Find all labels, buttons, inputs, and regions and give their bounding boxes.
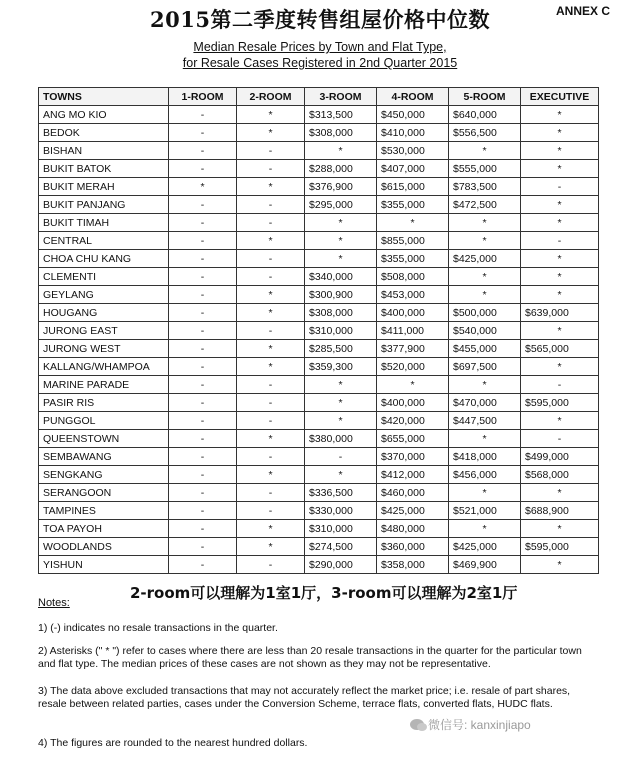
table-row xyxy=(39,430,599,448)
price-cell: * xyxy=(521,142,599,160)
price-cell: $425,000 xyxy=(377,502,449,520)
town-name-cell: CLEMENTI xyxy=(39,268,169,286)
price-cell: * xyxy=(449,268,521,286)
town-name-cell: GEYLANG xyxy=(39,286,169,304)
price-cell: * xyxy=(521,520,599,538)
price-cell: * xyxy=(521,250,599,268)
price-cell: * xyxy=(521,214,599,232)
price-cell: $556,500 xyxy=(449,124,521,142)
price-cell: - xyxy=(521,178,599,196)
town-name-cell: KALLANG/WHAMPOA xyxy=(39,358,169,376)
price-cell: - xyxy=(169,124,237,142)
price-cell: * xyxy=(237,430,305,448)
price-cell: $336,500 xyxy=(305,484,377,502)
town-name-cell: BISHAN xyxy=(39,142,169,160)
price-cell: $370,000 xyxy=(377,448,449,466)
price-cell: * xyxy=(521,268,599,286)
price-cell: * xyxy=(449,232,521,250)
price-cell: $310,000 xyxy=(305,322,377,340)
town-name-cell: HOUGANG xyxy=(39,304,169,322)
price-cell: * xyxy=(521,106,599,124)
town-name-cell: YISHUN xyxy=(39,556,169,574)
price-cell: - xyxy=(169,268,237,286)
price-cell: - xyxy=(169,304,237,322)
price-cell: * xyxy=(237,124,305,142)
price-cell: * xyxy=(305,214,377,232)
price-cell: * xyxy=(237,538,305,556)
table-row xyxy=(39,304,599,322)
price-cell: $308,000 xyxy=(305,304,377,322)
town-name-cell: SENGKANG xyxy=(39,466,169,484)
price-cell: - xyxy=(169,250,237,268)
price-cell: * xyxy=(521,286,599,304)
column-header: 2-ROOM xyxy=(237,88,305,106)
table-row xyxy=(39,178,599,196)
price-cell: $639,000 xyxy=(521,304,599,322)
price-cell: - xyxy=(169,394,237,412)
price-cell: * xyxy=(521,322,599,340)
table-row xyxy=(39,214,599,232)
table-row xyxy=(39,142,599,160)
price-cell: $400,000 xyxy=(377,394,449,412)
price-cell: $412,000 xyxy=(377,466,449,484)
price-cell: - xyxy=(169,466,237,484)
page-title: 2015第二季度转售组屋价格中位数 xyxy=(150,7,490,32)
price-cell: - xyxy=(169,358,237,376)
table-row xyxy=(39,232,599,250)
price-cell: $508,000 xyxy=(377,268,449,286)
price-cell: * xyxy=(237,286,305,304)
price-cell: - xyxy=(237,322,305,340)
price-cell: - xyxy=(169,520,237,538)
price-cell: - xyxy=(305,448,377,466)
table-row xyxy=(39,286,599,304)
price-cell: * xyxy=(449,484,521,502)
table-row xyxy=(39,340,599,358)
price-cell: $520,000 xyxy=(377,358,449,376)
price-cell: * xyxy=(237,106,305,124)
column-header: 3-ROOM xyxy=(305,88,377,106)
price-cell: $300,900 xyxy=(305,286,377,304)
price-cell: $420,000 xyxy=(377,412,449,430)
table-row xyxy=(39,160,599,178)
column-header: TOWNS xyxy=(39,88,169,106)
town-name-cell: BEDOK xyxy=(39,124,169,142)
table-row xyxy=(39,376,599,394)
town-name-cell: BUKIT TIMAH xyxy=(39,214,169,232)
town-name-cell: SEMBAWANG xyxy=(39,448,169,466)
price-cell: $400,000 xyxy=(377,304,449,322)
price-cell: $453,000 xyxy=(377,286,449,304)
table-row xyxy=(39,322,599,340)
table-row xyxy=(39,538,599,556)
price-cell: $640,000 xyxy=(449,106,521,124)
table-header-row xyxy=(39,88,599,106)
price-cell: $697,500 xyxy=(449,358,521,376)
table-row xyxy=(39,466,599,484)
price-cell: $410,000 xyxy=(377,124,449,142)
price-cell: $565,000 xyxy=(521,340,599,358)
price-cell: $470,000 xyxy=(449,394,521,412)
price-cell: $308,000 xyxy=(305,124,377,142)
price-cell: $407,000 xyxy=(377,160,449,178)
table-row xyxy=(39,358,599,376)
price-cell: - xyxy=(169,502,237,520)
price-cell: $568,000 xyxy=(521,466,599,484)
price-cell: $340,000 xyxy=(305,268,377,286)
price-cell: * xyxy=(305,376,377,394)
price-cell: $290,000 xyxy=(305,556,377,574)
price-cell: $688,900 xyxy=(521,502,599,520)
town-name-cell: SERANGOON xyxy=(39,484,169,502)
price-cell: $359,300 xyxy=(305,358,377,376)
table-body xyxy=(39,106,599,574)
price-cell: $425,000 xyxy=(449,538,521,556)
price-cell: $555,000 xyxy=(449,160,521,178)
price-cell: $469,900 xyxy=(449,556,521,574)
price-cell: $783,500 xyxy=(449,178,521,196)
price-cell: $450,000 xyxy=(377,106,449,124)
price-cell: - xyxy=(169,412,237,430)
price-cell: - xyxy=(237,250,305,268)
town-name-cell: JURONG EAST xyxy=(39,322,169,340)
table-row xyxy=(39,502,599,520)
price-cell: $313,500 xyxy=(305,106,377,124)
price-cell: $480,000 xyxy=(377,520,449,538)
price-cell: - xyxy=(169,376,237,394)
price-cell: * xyxy=(449,520,521,538)
town-name-cell: JURONG WEST xyxy=(39,340,169,358)
price-cell: - xyxy=(169,106,237,124)
price-cell: * xyxy=(521,358,599,376)
note-1: 1) (-) indicates no resale transactions in the quarter. xyxy=(38,622,278,634)
subtitle-line-2: for Resale Cases Registered in 2nd Quarter 2015 xyxy=(182,56,458,70)
table-row xyxy=(39,394,599,412)
price-cell: - xyxy=(169,322,237,340)
column-header: 5-ROOM xyxy=(449,88,521,106)
price-cell: - xyxy=(237,394,305,412)
table-row xyxy=(39,124,599,142)
price-cell: * xyxy=(449,214,521,232)
price-cell: - xyxy=(237,214,305,232)
town-name-cell: QUEENSTOWN xyxy=(39,430,169,448)
price-cell: - xyxy=(169,484,237,502)
price-cell: $456,000 xyxy=(449,466,521,484)
price-cell: $358,000 xyxy=(377,556,449,574)
price-cell: * xyxy=(237,178,305,196)
table-row xyxy=(39,250,599,268)
price-cell: $500,000 xyxy=(449,304,521,322)
price-cell: - xyxy=(237,502,305,520)
column-header: 4-ROOM xyxy=(377,88,449,106)
price-cell: $460,000 xyxy=(377,484,449,502)
price-cell: * xyxy=(449,142,521,160)
town-name-cell: CENTRAL xyxy=(39,232,169,250)
price-cell: * xyxy=(449,430,521,448)
price-cell: * xyxy=(521,484,599,502)
price-cell: $472,500 xyxy=(449,196,521,214)
note-4: 4) The figures are rounded to the nearest hundred dollars. xyxy=(38,737,308,749)
price-cell: - xyxy=(237,412,305,430)
price-cell: $530,000 xyxy=(377,142,449,160)
price-cell: * xyxy=(305,394,377,412)
town-name-cell: PUNGGOL xyxy=(39,412,169,430)
subtitle-line-1: Median Resale Prices by Town and Flat Type, xyxy=(193,40,447,54)
chinese-room-note: 2-room可以理解为1室1厅，3-room可以理解为2室1厅 xyxy=(130,584,518,602)
price-cell: * xyxy=(305,466,377,484)
price-cell: $855,000 xyxy=(377,232,449,250)
watermark xyxy=(410,716,531,733)
price-cell: $330,000 xyxy=(305,502,377,520)
price-cell: $295,000 xyxy=(305,196,377,214)
town-name-cell: CHOA CHU KANG xyxy=(39,250,169,268)
note-3: 3) The data above excluded transactions that may not accurately reflect the market price; i.e. resale of part shares, resale between related parties, cases under the Conversion Scheme, terrace flats, converted flats, HUDC flats. xyxy=(38,685,571,710)
price-cell: $411,000 xyxy=(377,322,449,340)
note-2: 2) Asterisks (" * ") refer to cases where there are less than 20 resale transactions in the quarter for the particular town and flat type. The median prices of these cases are not shown as they may not be representative. xyxy=(38,645,582,670)
price-cell: * xyxy=(305,232,377,250)
price-cell: * xyxy=(305,142,377,160)
resale-price-table xyxy=(38,87,599,574)
price-cell: $655,000 xyxy=(377,430,449,448)
price-cell: - xyxy=(169,448,237,466)
price-cell: $376,900 xyxy=(305,178,377,196)
table-row xyxy=(39,268,599,286)
price-cell: $274,500 xyxy=(305,538,377,556)
table-row xyxy=(39,196,599,214)
price-cell: - xyxy=(169,142,237,160)
price-cell: - xyxy=(169,538,237,556)
price-cell: - xyxy=(169,340,237,358)
notes-heading: Notes: xyxy=(38,597,70,609)
column-header: EXECUTIVE xyxy=(521,88,599,106)
price-cell: * xyxy=(305,412,377,430)
price-cell: - xyxy=(521,430,599,448)
price-cell: - xyxy=(169,430,237,448)
price-cell: $310,000 xyxy=(305,520,377,538)
price-cell: * xyxy=(521,196,599,214)
price-cell: $285,500 xyxy=(305,340,377,358)
town-name-cell: TAMPINES xyxy=(39,502,169,520)
table-row xyxy=(39,520,599,538)
price-cell: * xyxy=(521,556,599,574)
price-cell: - xyxy=(237,376,305,394)
price-cell: * xyxy=(377,376,449,394)
table-row xyxy=(39,106,599,124)
table-row xyxy=(39,412,599,430)
price-cell: * xyxy=(237,304,305,322)
column-header: 1-ROOM xyxy=(169,88,237,106)
price-cell: $355,000 xyxy=(377,196,449,214)
town-name-cell: ANG MO KIO xyxy=(39,106,169,124)
price-cell: - xyxy=(237,556,305,574)
price-cell: * xyxy=(237,520,305,538)
price-cell: - xyxy=(169,232,237,250)
price-cell: $615,000 xyxy=(377,178,449,196)
price-cell: $425,000 xyxy=(449,250,521,268)
price-cell: - xyxy=(237,484,305,502)
price-cell: $595,000 xyxy=(521,394,599,412)
town-name-cell: PASIR RIS xyxy=(39,394,169,412)
town-name-cell: WOODLANDS xyxy=(39,538,169,556)
price-cell: $521,000 xyxy=(449,502,521,520)
table-row xyxy=(39,556,599,574)
price-cell: * xyxy=(377,214,449,232)
price-cell: * xyxy=(305,250,377,268)
table-row xyxy=(39,448,599,466)
price-cell: - xyxy=(237,196,305,214)
price-cell: $360,000 xyxy=(377,538,449,556)
price-cell: $540,000 xyxy=(449,322,521,340)
town-name-cell: BUKIT PANJANG xyxy=(39,196,169,214)
price-cell: - xyxy=(237,142,305,160)
price-cell: * xyxy=(237,466,305,484)
wechat-icon xyxy=(410,719,424,730)
price-cell: $499,000 xyxy=(521,448,599,466)
town-name-cell: BUKIT MERAH xyxy=(39,178,169,196)
table-row xyxy=(39,484,599,502)
price-cell: * xyxy=(169,178,237,196)
price-cell: * xyxy=(449,286,521,304)
price-cell: - xyxy=(237,160,305,178)
town-name-cell: MARINE PARADE xyxy=(39,376,169,394)
price-cell: - xyxy=(169,196,237,214)
price-cell: * xyxy=(521,160,599,178)
price-cell: $418,000 xyxy=(449,448,521,466)
price-cell: * xyxy=(521,124,599,142)
price-cell: $355,000 xyxy=(377,250,449,268)
price-cell: - xyxy=(169,214,237,232)
price-cell: - xyxy=(237,448,305,466)
price-cell: - xyxy=(169,556,237,574)
price-cell: * xyxy=(237,340,305,358)
town-name-cell: BUKIT BATOK xyxy=(39,160,169,178)
watermark-text: 微信号: kanxinjiapo xyxy=(428,718,531,732)
price-cell: $595,000 xyxy=(521,538,599,556)
price-cell: - xyxy=(169,160,237,178)
price-cell: - xyxy=(521,232,599,250)
price-cell: * xyxy=(237,232,305,250)
price-cell: - xyxy=(521,376,599,394)
annex-label: ANNEX C xyxy=(555,4,610,18)
price-cell: * xyxy=(237,358,305,376)
price-cell: $377,900 xyxy=(377,340,449,358)
price-cell: $288,000 xyxy=(305,160,377,178)
town-name-cell: TOA PAYOH xyxy=(39,520,169,538)
price-cell: $455,000 xyxy=(449,340,521,358)
price-cell: * xyxy=(521,412,599,430)
price-cell: $447,500 xyxy=(449,412,521,430)
price-cell: * xyxy=(449,376,521,394)
price-cell: $380,000 xyxy=(305,430,377,448)
price-cell: - xyxy=(169,286,237,304)
price-cell: - xyxy=(237,268,305,286)
